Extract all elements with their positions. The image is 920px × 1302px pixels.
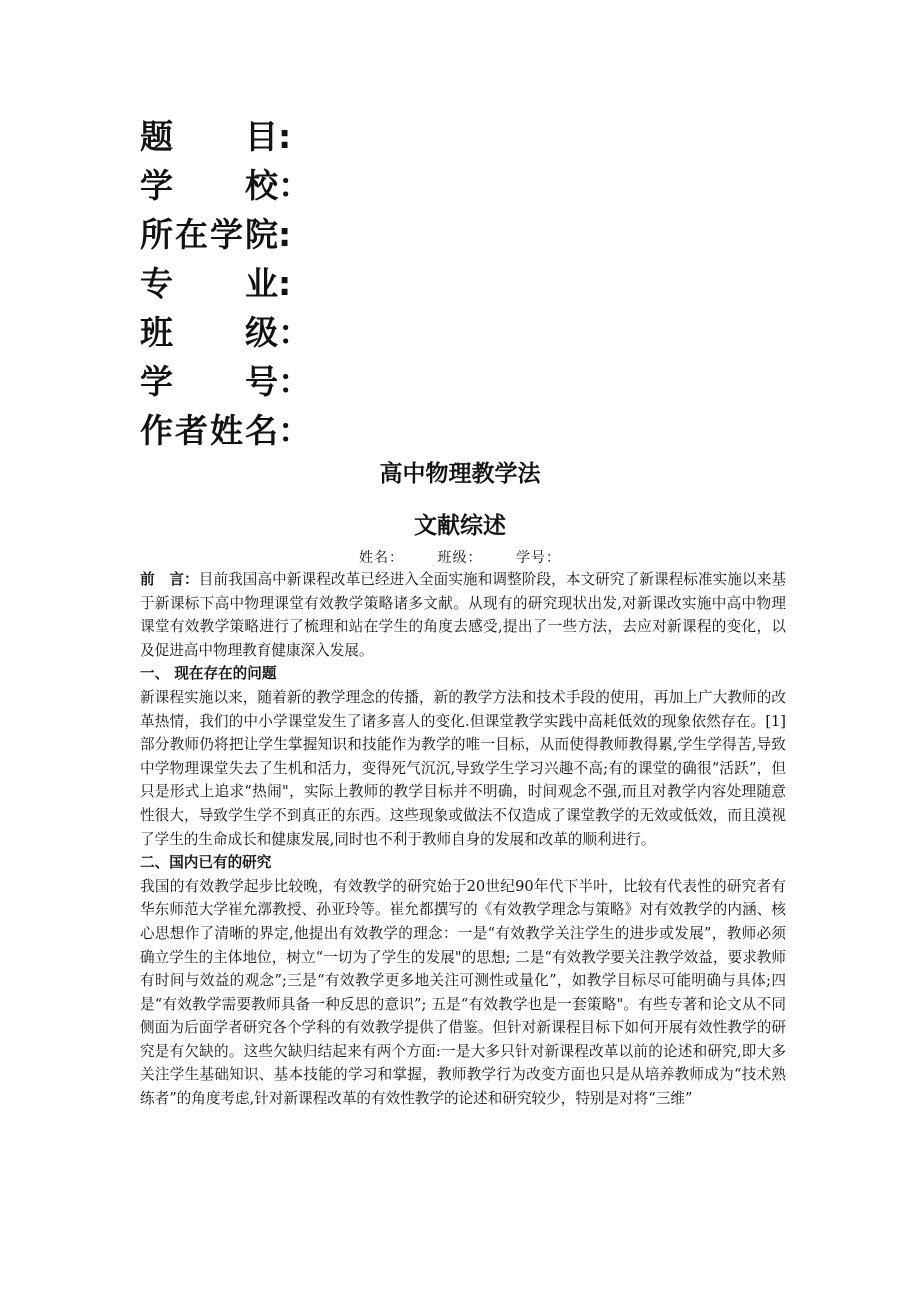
field-label: 班 级 xyxy=(140,313,278,352)
meta-name: 姓名： xyxy=(359,550,405,566)
field-label: 所在学院 xyxy=(140,215,278,254)
field-colon: : xyxy=(278,264,292,303)
cover-field-title xyxy=(140,112,311,161)
field-label: 作者姓名 xyxy=(140,411,278,450)
field-colon: ： xyxy=(278,166,311,205)
preface-label: 前 言： xyxy=(140,571,199,588)
field-label: 学 号 xyxy=(140,362,278,401)
field-label: 专 业 xyxy=(140,264,278,303)
field-colon: : xyxy=(278,117,292,156)
document-title: 高中物理教学法 xyxy=(379,461,541,487)
field-colon: ： xyxy=(278,411,311,450)
section-heading: 二、国内已有的研究 xyxy=(140,854,272,872)
cover-fields xyxy=(140,112,311,455)
field-label: 学 校 xyxy=(140,166,278,205)
cover-field-major xyxy=(140,259,311,308)
section-heading: 一、 现在存在的问题 xyxy=(140,665,277,683)
document-body xyxy=(140,568,786,1111)
cover-field-author xyxy=(140,406,311,455)
field-label: 题 目 xyxy=(140,117,278,156)
section-paragraph: 我国的有效教学起步比较晚，有效教学的研究始于20世纪90年代下半叶，比较有代表性的研究者有华东师范大学崔允漷教授、孙亚玲等。崔允都撰写的《有效教学理念与策略》对有效教学的内涵、核心思想作了清晰的界定,他提出有效教学的理念：一是“有效教学关注学生的进步或发展”，教师必须确立学生的主体地位，树立“一切为了学生的发展"的思想; 二是“有效教学要关注教学效益，要求教师有时间与效益的观念”;三是“有效教学更多地关注可测性或量化”，如教学目标尽可能明确与具体;四是“有效教学需要教师具备一种反思的意识”; 五是“有效教学也是一套策略"。有些专著和论文从不同侧面为后面学者研究各个学科的有效教学提供了借鉴。但针对新课程目标下如何开展有效性教学的研究是有欠缺的。这些欠缺归结起来有两个方面:一是大多只针对新课程改革以前的论述和研究,即大多关注学生基础知识、基本技能的学习和掌握，教师教学行为改变方面也只是从培养教师成为“技术熟练者”的角度考虑,针对新课程改革的有效性教学的论述和研究较少，特别是对将“三维” xyxy=(140,877,786,1108)
author-meta-line xyxy=(0,547,920,567)
preface-paragraph xyxy=(140,568,786,662)
field-colon: : xyxy=(278,215,292,254)
field-colon: ： xyxy=(278,313,311,352)
cover-field-college xyxy=(140,210,311,259)
cover-field-student-id xyxy=(140,357,311,406)
preface-text: 目前我国高中新课程改革已经进入全面实施和调整阶段，本文研究了新课程标准实施以来基于新课标下高中物理课堂有效教学策略诸多文献。从现有的研究现状出发,对新课改实施中高中物理课堂有效教学策略进行了梳理和站在学生的角度去感受,提出了一些方法，去应对新课程的变化，以及促进高中物理教育健康深入发展。 xyxy=(140,571,786,659)
meta-student-id: 学号： xyxy=(515,550,561,566)
cover-field-school xyxy=(140,161,311,210)
section-paragraph: 新课程实施以来，随着新的教学理念的传播，新的教学方法和技术手段的使用，再加上广大教师的改革热情，我们的中小学课堂发生了诸多喜人的变化.但课堂教学实践中高耗低效的现象依然存在。[1]部分教师仍将把让学生掌握知识和技能作为教学的唯一目标，从而使得教师教得累,学生学得苦,导致中学物理课堂失去了生机和活力，变得死气沉沉,导致学生学习兴趣不高;有的课堂的确很“活跃”，但只是形式上追求“热闹"，实际上教师的教学目标并不明确，时间观念不强,而且对教学内容处理随意性很大，导致学生学不到真正的东西。这些现象或做法不仅造成了课堂教学的无效或低效，而且漠视了学生的生命成长和健康发展,同时也不利于教师自身的发展和改革的顺利进行。 xyxy=(140,688,786,848)
document-subtitle: 文献综述 xyxy=(414,513,506,539)
meta-class: 班级： xyxy=(437,550,483,566)
cover-field-class xyxy=(140,308,311,357)
field-colon: ： xyxy=(278,362,311,401)
